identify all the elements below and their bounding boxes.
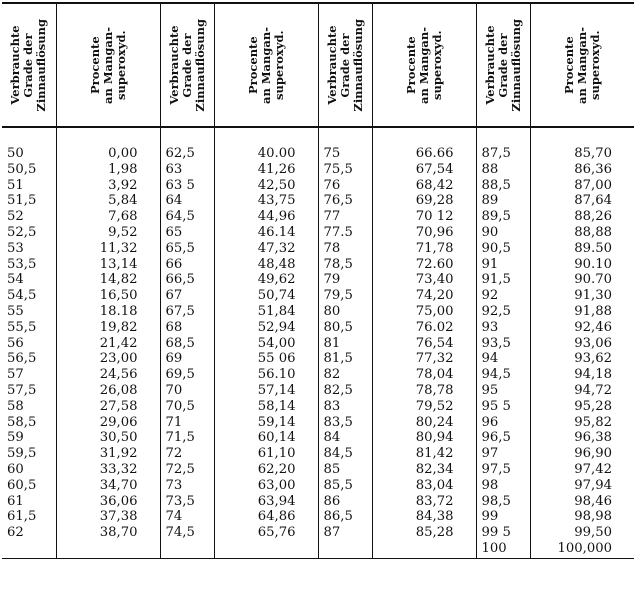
percent-cell: 1,98 — [56, 162, 160, 178]
table-row — [2, 509, 634, 525]
percent-cell: 59,14 — [214, 415, 318, 431]
grade-cell: 97 — [476, 446, 530, 462]
grade-cell: 94,5 — [476, 367, 530, 383]
grade-cell: 89 — [476, 193, 530, 209]
percent-cell: 87,00 — [530, 178, 634, 194]
percent-cell: 18.18 — [56, 304, 160, 320]
percent-cell: 82,34 — [372, 462, 476, 478]
grade-cell: 98,5 — [476, 494, 530, 510]
percent-cell: 65,76 — [214, 525, 318, 558]
percent-cell: 55 06 — [214, 351, 318, 367]
percent-cell: 27,58 — [56, 399, 160, 415]
grade-cell: 61 — [7, 493, 24, 509]
grade-header: Verbrauchte Grade der Zinnauflösung — [318, 3, 372, 127]
grade-cell: 86 — [318, 494, 372, 510]
percent-cell: 96,38 — [530, 430, 634, 446]
percent-header: Procente an Mangan- superoxyd. — [530, 3, 634, 127]
percent-cell: 36,06 — [56, 494, 160, 510]
percent-cell: 78,04 — [372, 367, 476, 383]
grade-cell: 99 — [476, 509, 530, 525]
grade-cell: 77.5 — [318, 225, 372, 241]
percent-cell: 37,38 — [56, 509, 160, 525]
grade-cell: 85 — [318, 462, 372, 478]
percent-cell: 83,72 — [372, 494, 476, 510]
percent-cell: 11,32 — [56, 241, 160, 257]
grade-cell: 75,5 — [318, 162, 372, 178]
grade-cell: 97,5 — [476, 462, 530, 478]
percent-cell: 0,00 — [56, 127, 160, 162]
grade-cell: 64,5 — [160, 209, 214, 225]
percent-cell: 68,42 — [372, 178, 476, 194]
percent-cell: 34,70 — [56, 478, 160, 494]
percent-cell: 73,40 — [372, 272, 476, 288]
grade-cell: 74 — [160, 509, 214, 525]
grade-cell: 69,5 — [160, 367, 214, 383]
grade-cell: 69 — [160, 351, 214, 367]
grade-cell: 56,5 — [7, 351, 37, 367]
table-row — [2, 257, 634, 273]
percent-cell: 21,42 — [56, 336, 160, 352]
percent-cell: 3,92 — [56, 178, 160, 194]
grade-cell: 60 — [7, 461, 24, 477]
grade-cell: 99 5 100 — [476, 525, 530, 558]
percent-cell: 71,78 — [372, 241, 476, 257]
grade-cell: 87,5 — [476, 127, 530, 162]
percent-cell: 97,94 — [530, 478, 634, 494]
grade-cell: 51,5 — [7, 193, 37, 209]
grade-cell: 90,5 — [476, 241, 530, 257]
percent-cell: 38,70 — [56, 525, 160, 558]
percent-cell: 46.14 — [214, 225, 318, 241]
grade-cell: 83 — [318, 399, 372, 415]
grade-cell: 72,5 — [160, 462, 214, 478]
percent-cell: 7,68 — [56, 209, 160, 225]
percent-cell: 90.70 — [530, 272, 634, 288]
table-row — [2, 225, 634, 241]
grade-cell: 96 — [476, 415, 530, 431]
percent-cell: 86,36 — [530, 162, 634, 178]
percent-cell: 85,70 — [530, 127, 634, 162]
percent-cell: 63,94 — [214, 494, 318, 510]
percent-cell: 88,88 — [530, 225, 634, 241]
percent-cell: 80,24 — [372, 415, 476, 431]
percent-cell: 66.66 — [372, 127, 476, 162]
table-row — [2, 193, 634, 209]
grade-cell: 65,5 — [160, 241, 214, 257]
percent-cell: 64,86 — [214, 509, 318, 525]
grade-cell: 51 — [7, 177, 24, 193]
grade-cell: 56 — [7, 335, 24, 351]
grade-header: Verbrauchte Grade der Zinnauflösung — [160, 3, 214, 127]
percent-cell: 94,72 — [530, 383, 634, 399]
grade-cell: 83,5 — [318, 415, 372, 431]
percent-cell: 78,78 — [372, 383, 476, 399]
grade-cell: 98 — [476, 478, 530, 494]
percent-header: Procente an Mangan- superoxyd. — [372, 3, 476, 127]
grade-cell: 95 — [476, 383, 530, 399]
table-row — [2, 241, 634, 257]
percent-cell: 42,50 — [214, 178, 318, 194]
grade-cell: 65 — [160, 225, 214, 241]
percent-cell: 24,56 — [56, 367, 160, 383]
percent-cell: 52,94 — [214, 320, 318, 336]
grade-cell: 61,5 — [7, 509, 37, 525]
grade-cell: 76 — [318, 178, 372, 194]
grade-cell: 62,5 — [160, 127, 214, 162]
grade-cell: 89,5 — [476, 209, 530, 225]
percent-cell: 80,94 — [372, 430, 476, 446]
percent-cell: 70,96 — [372, 225, 476, 241]
grade-cell: 66,5 — [160, 272, 214, 288]
percent-cell: 14,82 — [56, 272, 160, 288]
grade-cell: 55,5 — [7, 319, 37, 335]
grade-cell: 68 — [160, 320, 214, 336]
grade-cell: 53,5 — [7, 256, 37, 272]
grade-header: Verbrauchte Grade der Zinnauflösung — [476, 3, 530, 127]
grade-cell: 54,5 — [7, 288, 37, 304]
grade-cell: 93,5 — [476, 336, 530, 352]
grade-cell: 95 5 — [476, 399, 530, 415]
percent-cell: 58,14 — [214, 399, 318, 415]
percent-cell: 44,96 — [214, 209, 318, 225]
percent-cell: 29,06 — [56, 415, 160, 431]
grade-cell: 75 — [318, 127, 372, 162]
percent-cell: 56.10 — [214, 367, 318, 383]
percent-header: Procente an Mangan- superoxyd. — [56, 3, 160, 127]
grade-cell: 91 — [476, 257, 530, 273]
grade-cell: 63 5 — [160, 178, 214, 194]
grade-cell: 52 — [7, 209, 24, 225]
percent-cell: 93,06 — [530, 336, 634, 352]
grade-cell: 73,5 — [160, 494, 214, 510]
percent-cell: 40.00 — [214, 127, 318, 162]
percent-cell: 84,38 — [372, 509, 476, 525]
percent-cell: 95,28 — [530, 399, 634, 415]
percent-cell: 97,42 — [530, 462, 634, 478]
table-body — [2, 127, 634, 558]
grade-cell: 70 — [160, 383, 214, 399]
percent-cell: 85,28 — [372, 525, 476, 558]
table-row — [2, 478, 634, 494]
percent-cell: 49,62 — [214, 272, 318, 288]
conversion-table — [2, 2, 634, 559]
grade-cell: 87 — [318, 525, 372, 558]
grade-cell: 60,5 — [7, 477, 37, 493]
table-row — [2, 162, 634, 178]
grade-cell: 64 — [160, 193, 214, 209]
grade-cell: 79,5 — [318, 288, 372, 304]
percent-cell: 47,32 — [214, 241, 318, 257]
percent-cell: 13,14 — [56, 257, 160, 273]
grade-cell: 62 — [2, 525, 56, 558]
percent-cell: 98,98 — [530, 509, 634, 525]
percent-cell: 81,42 — [372, 446, 476, 462]
table-row — [2, 351, 634, 367]
grade-cell: 57 — [7, 367, 24, 383]
grade-cell: 58,5 — [7, 414, 37, 430]
percent-cell: 90.10 — [530, 257, 634, 273]
grade-cell: 96,5 — [476, 430, 530, 446]
table-row — [2, 430, 634, 446]
grade-cell: 58 — [7, 398, 24, 414]
grade-cell: 94 — [476, 351, 530, 367]
grade-cell: 71,5 — [160, 430, 214, 446]
table-row — [2, 399, 634, 415]
percent-cell: 93,62 — [530, 351, 634, 367]
percent-cell: 75,00 — [372, 304, 476, 320]
table-row — [2, 336, 634, 352]
grade-cell: 50 — [7, 146, 24, 161]
grade-cell: 53 — [7, 240, 24, 256]
table-row — [2, 127, 634, 162]
grade-cell: 70,5 — [160, 399, 214, 415]
percent-cell: 69,28 — [372, 193, 476, 209]
percent-cell: 62,20 — [214, 462, 318, 478]
grade-cell: 88,5 — [476, 178, 530, 194]
table-row — [2, 367, 634, 383]
grade-cell: 50,5 — [7, 161, 37, 177]
grade-cell: 77 — [318, 209, 372, 225]
table-row — [2, 462, 634, 478]
grade-cell: 66 — [160, 257, 214, 273]
grade-cell: 91,5 — [476, 272, 530, 288]
table-row — [2, 178, 634, 194]
percent-cell: 41,26 — [214, 162, 318, 178]
table-row — [2, 288, 634, 304]
percent-cell: 98,46 — [530, 494, 634, 510]
grade-cell: 59,5 — [7, 446, 37, 462]
percent-cell: 51,84 — [214, 304, 318, 320]
grade-cell: 68,5 — [160, 336, 214, 352]
percent-cell: 70 12 — [372, 209, 476, 225]
table-row — [2, 415, 634, 431]
percent-cell: 91,30 — [530, 288, 634, 304]
grade-cell: 63 — [160, 162, 214, 178]
percent-cell: 94,18 — [530, 367, 634, 383]
grade-cell: 74,5 — [160, 525, 214, 558]
grade-cell: 52,5 — [7, 224, 37, 240]
percent-cell: 92,46 — [530, 320, 634, 336]
table-row — [2, 494, 634, 510]
grade-cell: 84 — [318, 430, 372, 446]
percent-cell: 9,52 — [56, 225, 160, 241]
percent-cell: 43,75 — [214, 193, 318, 209]
percent-cell: 23,00 — [56, 351, 160, 367]
percent-cell: 74,20 — [372, 288, 476, 304]
percent-cell: 88,26 — [530, 209, 634, 225]
grade-cell: 84,5 — [318, 446, 372, 462]
table-row — [2, 446, 634, 462]
table-row — [2, 525, 634, 558]
header-row — [2, 3, 634, 127]
grade-cell: 93 — [476, 320, 530, 336]
table-row — [2, 272, 634, 288]
grade-cell: 72 — [160, 446, 214, 462]
percent-cell: 48,48 — [214, 257, 318, 273]
percent-cell: 54,00 — [214, 336, 318, 352]
table-row — [2, 209, 634, 225]
percent-cell: 79,52 — [372, 399, 476, 415]
grade-cell: 88 — [476, 162, 530, 178]
grade-cell: 59 — [7, 430, 24, 446]
percent-cell: 99,50 100,000 — [530, 525, 634, 558]
percent-cell: 96,90 — [530, 446, 634, 462]
grade-cell: 90 — [476, 225, 530, 241]
percent-cell: 83,04 — [372, 478, 476, 494]
grade-cell: 79 — [318, 272, 372, 288]
percent-cell: 77,32 — [372, 351, 476, 367]
grade-cell: 92,5 — [476, 304, 530, 320]
percent-cell: 26,08 — [56, 383, 160, 399]
percent-cell: 87,64 — [530, 193, 634, 209]
grade-cell: 78 — [318, 241, 372, 257]
grade-cell: 57,5 — [7, 382, 37, 398]
grade-cell: 78,5 — [318, 257, 372, 273]
grade-cell: 86,5 — [318, 509, 372, 525]
percent-cell: 30,50 — [56, 430, 160, 446]
grade-cell: 82,5 — [318, 383, 372, 399]
grade-cell: 67,5 — [160, 304, 214, 320]
percent-cell: 91,88 — [530, 304, 634, 320]
table-row — [2, 383, 634, 399]
percent-cell: 31,92 — [56, 446, 160, 462]
percent-cell: 57,14 — [214, 383, 318, 399]
grade-cell: 76,5 — [318, 193, 372, 209]
percent-cell: 33,32 — [56, 462, 160, 478]
table-row — [2, 320, 634, 336]
grade-cell: 71 — [160, 415, 214, 431]
percent-cell: 95,82 — [530, 415, 634, 431]
grade-cell: 67 — [160, 288, 214, 304]
percent-cell: 63,00 — [214, 478, 318, 494]
grade-cell: 92 — [476, 288, 530, 304]
grade-cell: 55 — [7, 303, 24, 319]
percent-cell: 60,14 — [214, 430, 318, 446]
percent-cell: 67,54 — [372, 162, 476, 178]
percent-cell: 16,50 — [56, 288, 160, 304]
grade-cell: 73 — [160, 478, 214, 494]
grade-cell: 82 — [318, 367, 372, 383]
table-row — [2, 304, 634, 320]
percent-cell: 89.50 — [530, 241, 634, 257]
grade-cell: 85,5 — [318, 478, 372, 494]
grade-cell: 54 — [7, 272, 24, 288]
percent-cell: 5,84 — [56, 193, 160, 209]
percent-cell: 19,82 — [56, 320, 160, 336]
percent-cell: 76,54 — [372, 336, 476, 352]
percent-cell: 76.02 — [372, 320, 476, 336]
percent-cell: 50,74 — [214, 288, 318, 304]
percent-cell: 72.60 — [372, 257, 476, 273]
grade-header: Verbrauchte Grade der Zinnauflösung — [2, 3, 56, 127]
grade-cell: 80 — [318, 304, 372, 320]
grade-cell: 80,5 — [318, 320, 372, 336]
grade-cell: 81 — [318, 336, 372, 352]
percent-header: Procente an Mangan- superoxyd. — [214, 3, 318, 127]
percent-cell: 61,10 — [214, 446, 318, 462]
grade-cell: 81,5 — [318, 351, 372, 367]
